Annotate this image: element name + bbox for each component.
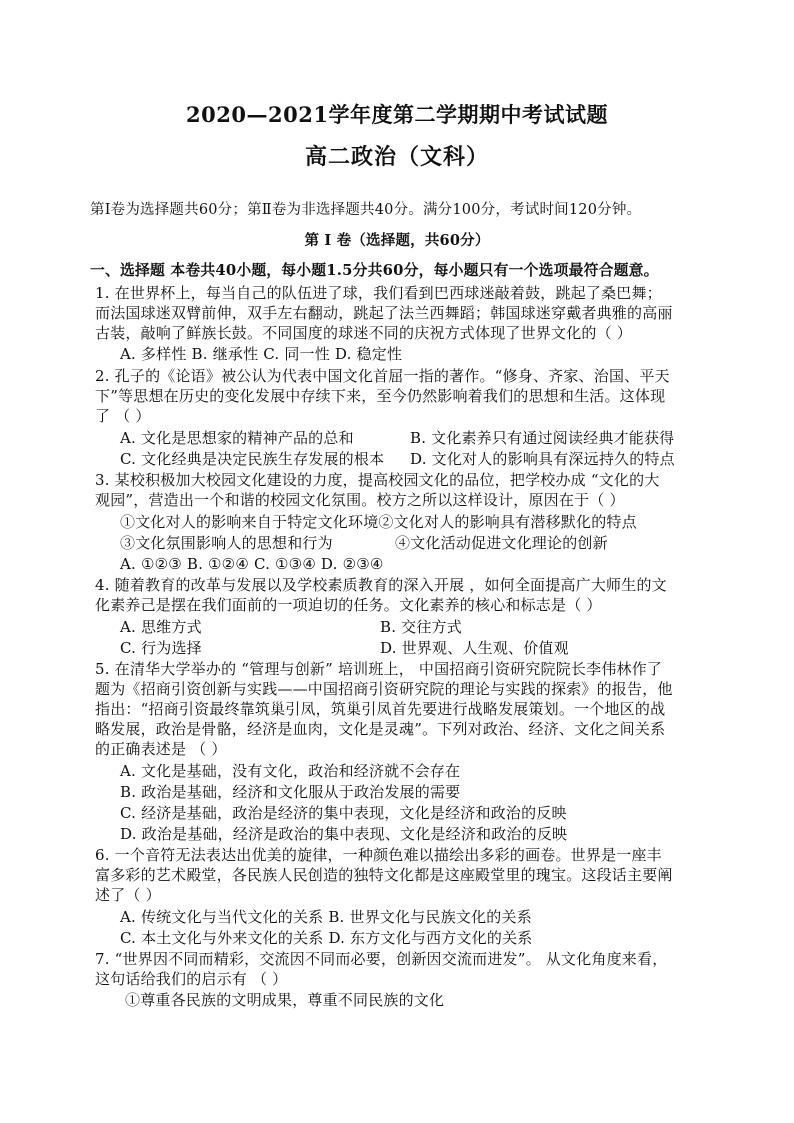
- q6-line-2: 富多彩的艺术殿堂，各民族人民创造的独特文化都是这座殿堂里的瑰宝。这段话主要阐: [95, 866, 673, 884]
- q2-line-3: 了 （ ）: [95, 407, 151, 425]
- q5-line-3: 指出：“招商引资最终靠筑巢引凤，筑巢引凤首先要进行战略发展策划。一个地区的战: [95, 700, 666, 718]
- q7-line-2: 这句话给我们的启示有 （ ）: [95, 970, 288, 988]
- q3-line-1: 3. 某校积极加大校园文化建设的力度，提高校园文化的品位，把学校办成 “文化的大: [95, 471, 660, 489]
- q1-options: A. 多样性 B. 继承性 C. 同一性 D. 稳定性: [120, 345, 403, 363]
- q2-option-d: D. 文化对人的影响具有深远持久的特点: [410, 450, 675, 468]
- q6-line-1: 6. 一个音符无法表达出优美的旋律，一种颜色难以描绘出多彩的画卷。世界是一座丰: [95, 846, 662, 864]
- part-one-heading: 第 Ⅰ 卷（选择题，共60分）: [304, 232, 490, 249]
- q5-line-2: 题为《招商引资创新与实践——中国招商引资研究院的理论与实践的探索》的报告，他: [95, 680, 673, 698]
- q3-options: A. ①②③ B. ①②④ C. ①③④ D. ②③④: [120, 555, 384, 573]
- q5-option-d: D. 政治是基础，经济是政治的集中表现、文化是经济和政治的反映: [120, 825, 568, 843]
- q1-line-1: 1. 在世界杯上，每当自己的队伍进了球，我们看到巴西球迷敲着鼓，跳起了桑巴舞；: [95, 284, 662, 302]
- q3-statement-4: ④文化活动促进文化理论的创新: [395, 534, 608, 552]
- section-instructions: 一、选择题 本卷共40小题，每小题1.5分共60分，每小题只有一个选项最符合题意。: [90, 262, 659, 279]
- q3-statement-1-2: ①文化对人的影响来自于特定文化环境②文化对人的影响具有潜移默化的特点: [120, 513, 637, 531]
- q4-option-a: A. 思维方式: [120, 618, 202, 636]
- exam-subtitle: 高二政治（文科）: [304, 144, 489, 170]
- q7-line-1: 7. “世界因不同而精彩，交流因不同而必要，创新因交流而进发”。 从文化角度来看，: [95, 950, 668, 968]
- q6-options-cd: C. 本土文化与外来文化的关系 D. 东方文化与西方文化的关系: [120, 929, 533, 947]
- q5-line-5: 的正确表述是 （ ）: [95, 740, 227, 758]
- q2-option-b: B. 文化素养只有通过阅读经典才能获得: [410, 429, 675, 447]
- exam-title: 2020—2021学年度第二学期期中考试试题: [186, 102, 608, 127]
- q2-line-1: 2. 孔子的《论语》被公认为代表中国文化首屈一指的著作。“修身、齐家、治国、平天: [95, 367, 670, 385]
- q2-option-a: A. 文化是思想家的精神产品的总和: [120, 429, 354, 447]
- q4-line-2: 化素养己是摆在我们面前的一项迫切的任务。文化素养的核心和标志是（ ）: [95, 596, 602, 614]
- q1-line-2: 而法国球迷双臂前伸，双手左右翻动，跳起了法兰西舞蹈；韩国球迷穿戴者典雅的高丽: [95, 304, 673, 322]
- q2-option-c: C. 文化经典是决定民族生存发展的根本: [120, 450, 385, 468]
- exam-note: 第Ⅰ卷为选择题共60分；第Ⅱ卷为非选择题共40分。满分100分，考试时间120分钟。: [90, 202, 642, 218]
- q5-option-a: A. 文化是基础，没有文化，政治和经济就不会存在: [120, 762, 461, 780]
- q3-statement-3: ③文化氛围影响人的思想和行为: [120, 534, 333, 552]
- q3-line-2: 观园”，营造出一个和谐的校园文化氛围。校方之所以这样设计，原因在于（ ）: [95, 491, 625, 509]
- q4-option-b: B. 交往方式: [380, 618, 462, 636]
- q5-line-4: 略发展，政治是骨骼，经济是血肉，文化是灵魂”。下列对政治、经济、文化之间关系: [95, 720, 666, 738]
- q2-line-2: 下”等思想在历史的变化发展中存续下来，至今仍然影响着我们的思想和生活。这体现: [95, 387, 666, 405]
- q6-line-3: 述了（ ）: [95, 886, 161, 904]
- q4-option-c: C. 行为选择: [120, 639, 202, 657]
- q7-statement-1: ①尊重各民族的文明成果，尊重不同民族的文化: [125, 991, 445, 1009]
- q4-option-d: D. 世界观、人生观、价值观: [380, 639, 569, 657]
- q4-line-1: 4. 随着教育的改革与发展以及学校素质教育的深入开展 ，如何全面提高广大师生的文: [95, 576, 667, 594]
- q5-option-b: B. 政治是基础，经济和文化服从于政治发展的需要: [120, 783, 461, 801]
- q5-line-1: 5. 在清华大学举办的 “管理与创新” 培训班上， 中国招商引资研究院院长李伟林作了: [95, 660, 663, 678]
- q1-line-3: 古装，敲响了鲜族长鼓。不同国度的球迷不同的庆祝方式体现了世界文化的（ ）: [95, 324, 632, 342]
- q6-options-ab: A. 传统文化与当代文化的关系 B. 世界文化与民族文化的关系: [120, 908, 532, 926]
- q5-option-c: C. 经济是基础，政治是经济的集中表现，文化是经济和政治的反映: [120, 804, 567, 822]
